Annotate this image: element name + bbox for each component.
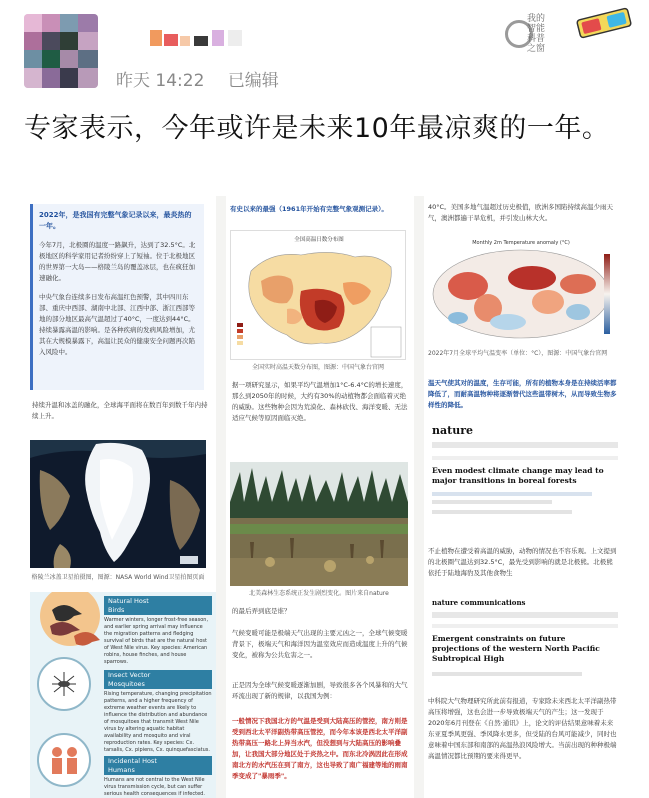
- post-meta: [116, 66, 297, 91]
- column2-mid-text: 据一项研究显示，如果平均气温增加1°C-6.4°C的增长速度，那么到2050年的时候，大约有30%的动植物都会面临着灭绝的威胁。这些物种会因为荒漠化、森林砍伐、海洋变暖、无法适应气候等原因面临灭绝。: [232, 381, 408, 422]
- highlight-box: [30, 204, 204, 390]
- nature-communications-brand: nature communications: [432, 598, 526, 607]
- username-redacted[interactable]: [150, 30, 260, 48]
- nature-article-title-2: Emergent constraints on future projections of the western North Pacific Subtropical High: [432, 634, 600, 663]
- nature-comms-breadcrumb: [432, 624, 618, 628]
- host-birds-subtitle: Birds: [104, 606, 212, 615]
- incidental-host-subtitle: Humans: [104, 766, 212, 775]
- nature-article-title-1: Even modest climate change may lead to major transitions in boreal forests: [432, 466, 604, 485]
- incidental-host-title: Incidental Host: [104, 756, 212, 766]
- column2-top-text: 有史以来的最强（1961年开始有完整气象观测记录）。: [230, 205, 388, 213]
- column1-mid-text: 持续升温和冰盖的融化，全球海平面将在数百年到数千年内持续上升。: [32, 401, 208, 420]
- map-caption: 全国实时高温天数分布图，图源：中国气象台官网: [251, 364, 384, 371]
- incidental-host-text: Humans are not central to the West Nile virus transmission cycle, but can suffer serious health consequences if infected.: [104, 777, 205, 797]
- global-temperature-anomaly-map: [428, 238, 614, 346]
- globe-caption: 2022年7月全球平均气温变率（单位：°C），图源：中国气象台官网: [428, 350, 608, 357]
- nature-navbar: [432, 442, 618, 448]
- insect-vector-subtitle: Mosquitoes: [104, 680, 212, 689]
- column3-mid-text: 不止植物在遭受着高温的威胁，动物的情况也不容乐观。上文提到的北极圈气温达到32.5°C，最先受到影响的就是北极熊。北极熊依托于陆地海豹及其他食物生: [428, 547, 617, 577]
- column3-bottom-text: 中科院大气物理研究所此前有报道，专家除未来西北太平洋副热带高压将增强，这也会进一步导致极端天气的产生；这一发现于2020年6月刊登在《自然·通讯》上，论文的评估结果意味着未来东亚夏季风更强、季风降水更多，但受陆的台风可能减少，同时也意味着中国东部和南部的高温热浪风险增大。当前出现的种种极端高温情况都比预期的要来得更早。: [428, 697, 617, 760]
- box-title: 2022年，是我国有完整气象记录以来，最炎热的一年。: [39, 211, 192, 230]
- globe-title: Monthly 2m Temperature anomaly (°C): [472, 240, 570, 246]
- column2-paragraph-2: 正是因为全球气候变暖逐渐加剧，导致很多各个风暴和的大气环流出现了新的规律，以我国为例：: [232, 681, 408, 700]
- host-birds-title: Natural Host: [104, 596, 212, 606]
- emblem-text: 我的 智能 科普 之窗: [526, 14, 545, 54]
- greenland-caption: 格陵兰冰盖卫星拍摄图，图源：NASA World Wind卫星拍图页面: [31, 574, 205, 581]
- collage-column-2: [226, 196, 414, 798]
- nature-brand: nature: [432, 424, 473, 437]
- column2-paragraph-3: 一般情况下我国北方的气温是受到大陆高压的管控，南方则是受到西北太平洋副热带高压管控，而今年本该是西北太平洋副热带高压一路北上异当水汽，但没想到与大陆高压的影响叠加，让我国大部分地区处于炎热之中。而东北冷涡因此在形成南北方的水汽压在到了南方，这也导致了南广福建等地的雨南季变成了"暴雨季"。: [232, 717, 408, 780]
- 3d-glasses-icon: [575, 6, 633, 40]
- post-image-collage[interactable]: [26, 196, 623, 798]
- insect-vector-text: Rising temperature, changing precipitation patterns, and a higher frequency of extreme weather events are likely to influence the distribution and abundance of mosquitoes that transmit West Nile virus by altering aquatic habitat availability and mosquito and viral reproduction rates. Key species: Cx. tarsalis, Cx. pipiens, Cx. quinquefasciatus.: [104, 691, 212, 753]
- incidental-host-panel: [104, 756, 212, 798]
- box-paragraph-2: 中央气象台连续多日发布高温红色预警，其中四川东部、重庆中西部、湖南中北部、江西中部、浙江西部等地的部分地区最高气温超过了40°C，一度达到44°C。持续暴露高温的影响。是各种疾病的发病风险增加，尤其在大规模暴露下，高温让民众的健康安全问题再次陷入风险中。: [39, 293, 195, 356]
- host-birds-text: Warmer winters, longer frost-free season, and earlier spring arrival may influence the migration patterns and fledging survival of birds that are the natural host of West Nile virus. Key species: American robins, house finches, and house sparrows.: [104, 617, 209, 665]
- nature-article-screenshot-2: [428, 598, 618, 688]
- box-paragraph-1: 今年7月，北极圈的温度一路飙升，达到了32.5°C。北极地区的科学家用记者纷纷穿上了短袖。位于北极地区的世界第一大岛——格陵兰岛的覆盖冰层，也在疯狂加速融化。: [39, 241, 196, 282]
- collage-column-1: [26, 196, 216, 798]
- insect-vector-title: Insect Vector: [104, 670, 212, 680]
- insect-vector-panel: [104, 670, 212, 754]
- post-text: 专家表示，今年或许是未来10年最凉爽的一年。: [24, 113, 610, 144]
- column2-question: 的最后弄到底是谁？: [232, 607, 291, 615]
- column3-blue-text: 温天气使其对的温度，生存可能，所有的植物本身是在持续活率都降低了，而耐高温物种将逐渐替代这些温带树木，从而导致生物多样性的降低。: [428, 379, 617, 409]
- nature-article-screenshot-1: [428, 422, 618, 532]
- boreal-forest-photo: [230, 462, 408, 586]
- west-nile-infographic: [30, 592, 216, 798]
- personalization-emblem: [475, 6, 637, 56]
- forest-caption: 北美森林生态系统正发生剧烈变化。图片来自nature: [249, 590, 389, 597]
- map-title: 全国高温日数分布图: [294, 237, 344, 243]
- china-heat-map: [230, 230, 406, 360]
- greenland-satellite-photo: [30, 440, 206, 568]
- column2-paragraph-1: 气候变暖可能是极端天气出现的主要元凶之一，全球气候变暖背景下，极端天气和海洋因为温室效应而造成温度上升的气候变化，被称为公共危害之一。: [232, 629, 408, 659]
- avatar[interactable]: [24, 14, 98, 88]
- collage-column-3: [424, 196, 623, 798]
- edited-label: 已编辑: [227, 71, 279, 91]
- host-birds-panel: [104, 596, 212, 666]
- nature-comms-navbar: [432, 612, 618, 618]
- nature-breadcrumb: [432, 456, 618, 460]
- column3-top-text: 40°C。美国多地气温超过历史极值，欧洲多国陷持续高温少雨天气，澳洲都遍干旱危机，并引发山林大火。: [428, 203, 614, 222]
- post-timestamp: 昨天 14:22: [116, 71, 205, 91]
